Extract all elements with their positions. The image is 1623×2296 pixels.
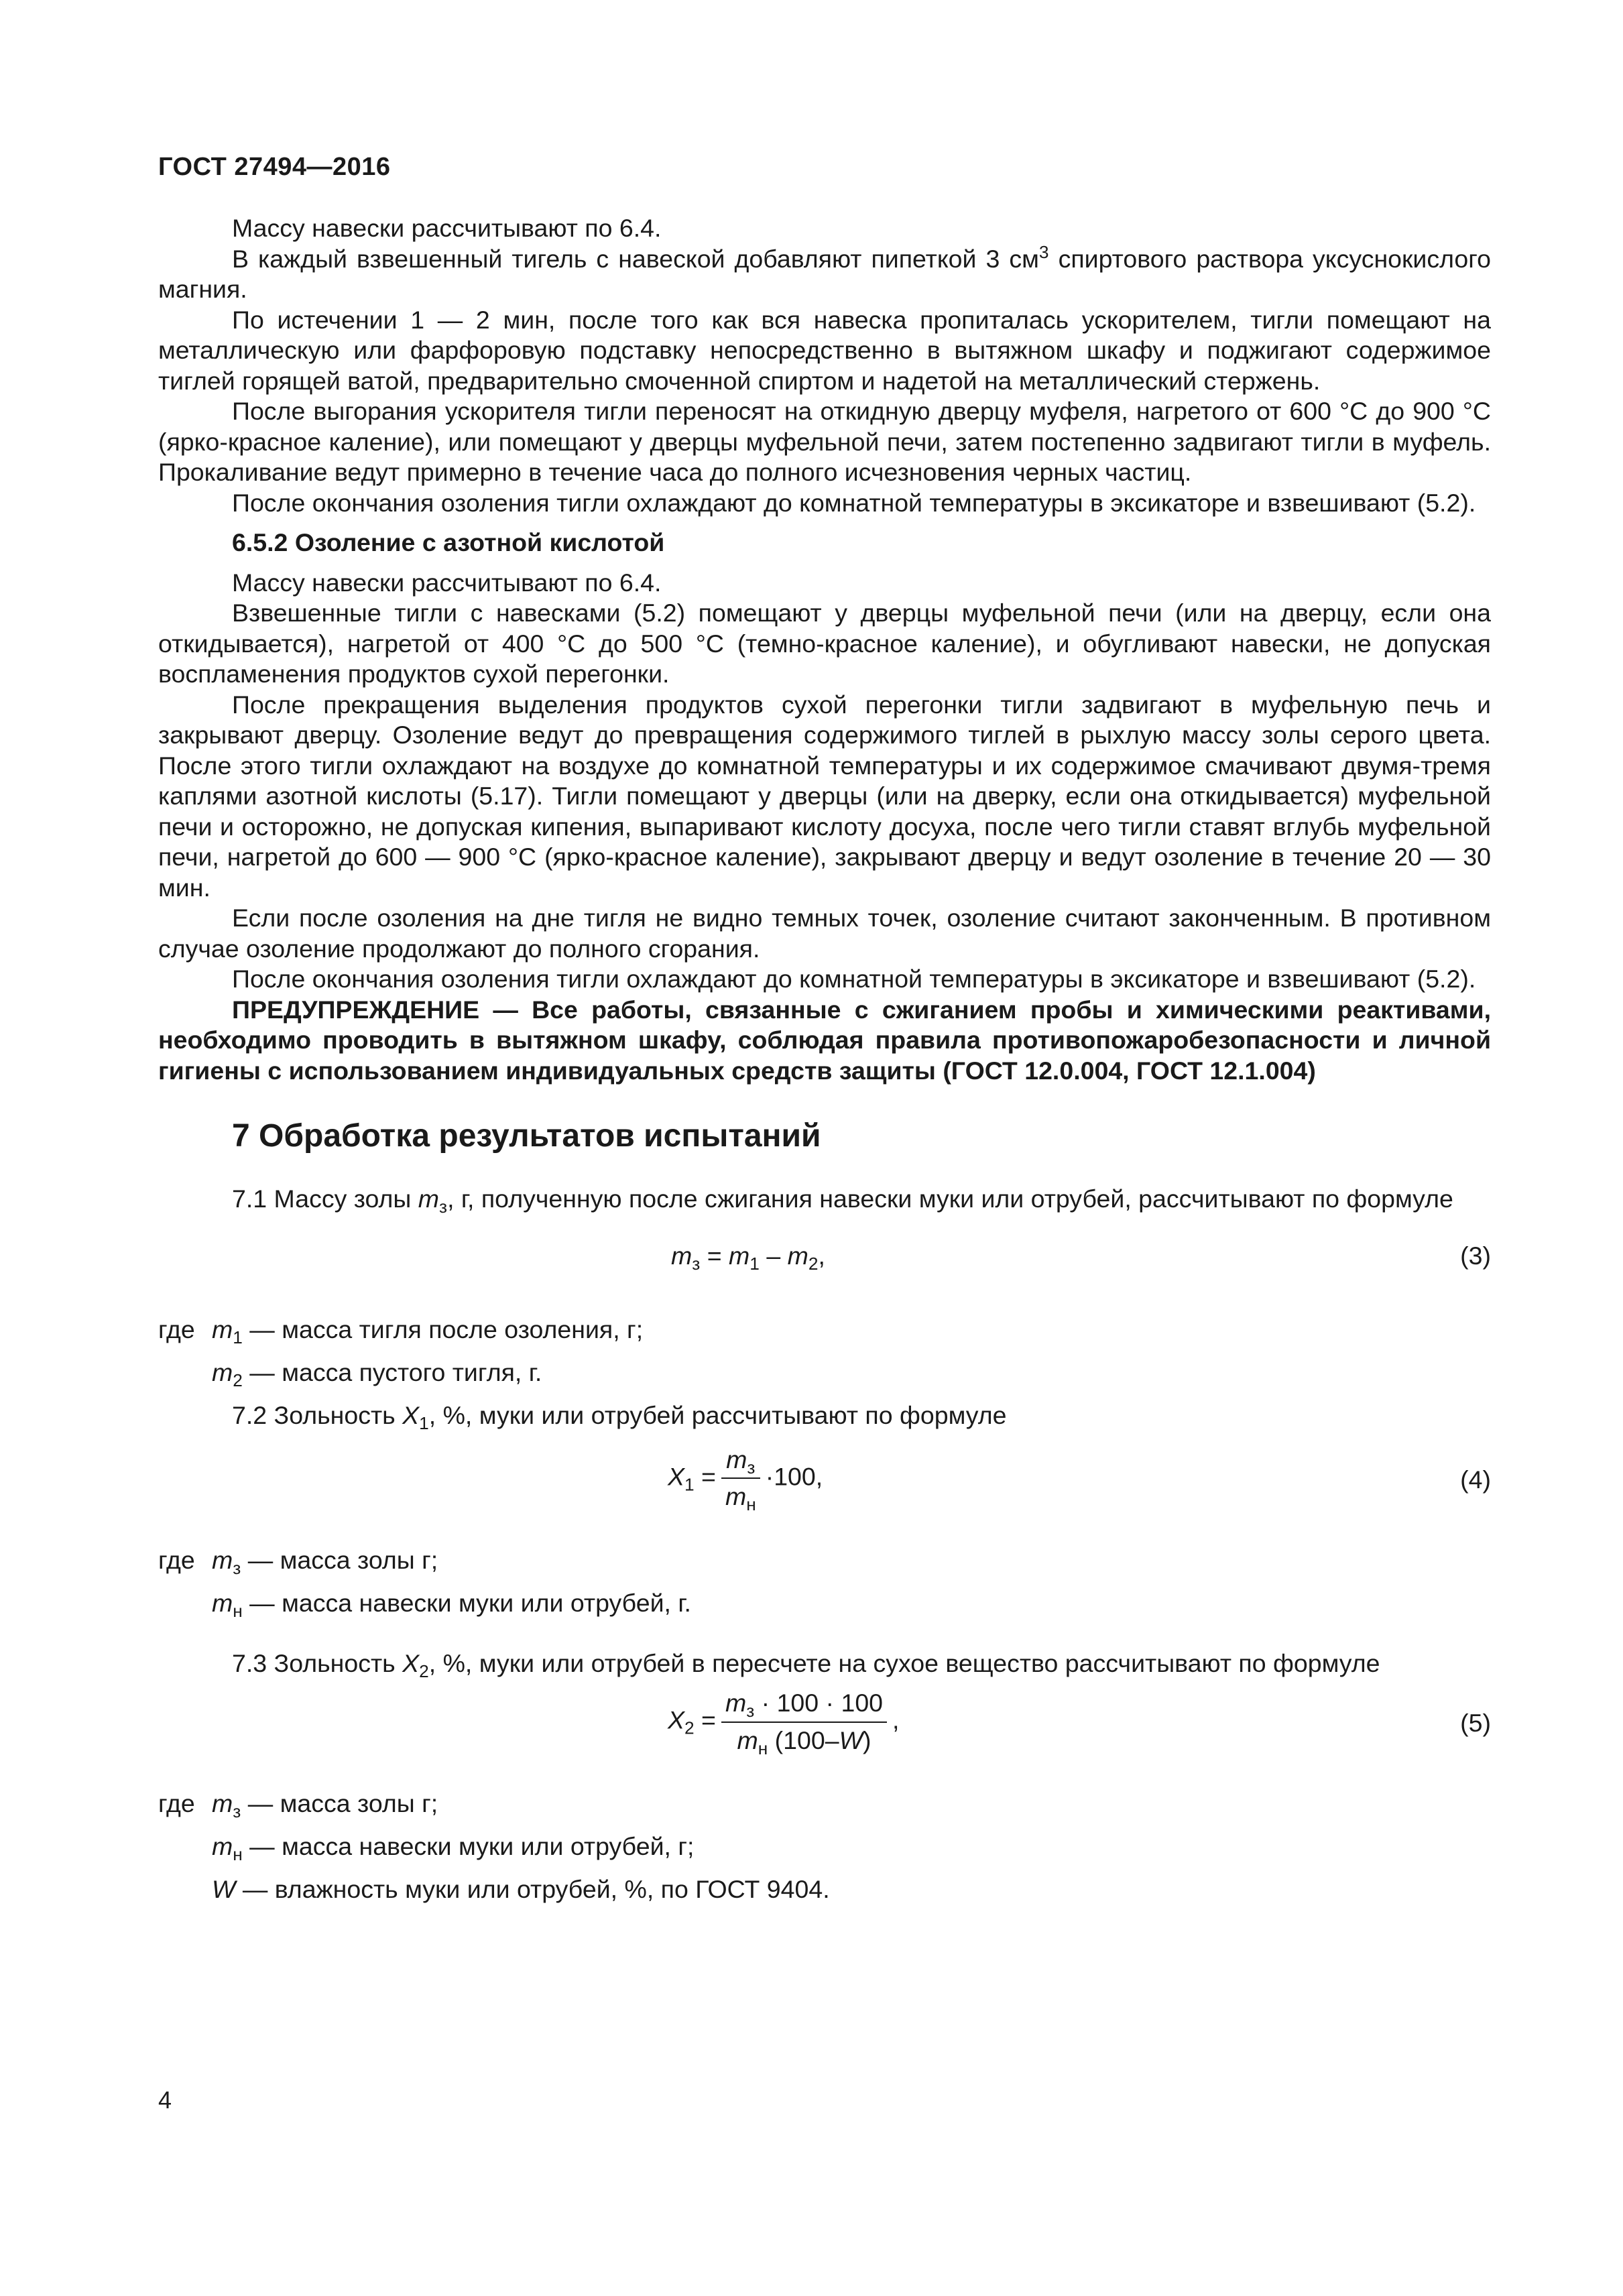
document-body [158, 213, 1491, 1911]
text: 7.3 Зольность [232, 1648, 396, 1677]
formula-expression: $m_з = m_1 - m_2$, [671, 1242, 825, 1274]
paragraph: После окончания озоления тигли охлаждают до комнатной температуры в эксикаторе и взвешивают (5.2). [232, 488, 1476, 517]
text: 7.2 Зольность [232, 1401, 396, 1429]
formula-5 [158, 1688, 1491, 1762]
subsection-title: 6.5.2 Озоление с азотной кислотой [232, 528, 665, 556]
where-line: где $m_з$ — масса золы г; [158, 1538, 1491, 1581]
paragraph: Если после озоления на дне тигля не видно темных точек, озоление считают законченным. В противном случае озоление продолжают до полного сгорания. [158, 904, 1491, 963]
text: — влажность муки или отрубей, %, по ГОСТ 9404. [242, 1875, 830, 1903]
text: — масса золы г; [247, 1789, 438, 1817]
formula-expression: $X_1$ = $\frac{m_з}{m_н}$ ·100, [668, 1445, 823, 1514]
formula-number: (3) [1460, 1242, 1491, 1270]
where-line: где $m_з$ — масса золы г; [158, 1782, 1491, 1825]
text: , %, муки или отрубей в пересчете на сухое вещество рассчитывают по формуле [428, 1648, 1380, 1677]
text: спиртового раствора уксуснокислого магния. [158, 244, 1492, 303]
where-line: $m_2$ — масса пустого тигля, г. [212, 1358, 542, 1390]
formula-number: (4) [1460, 1465, 1491, 1494]
formula-3 [158, 1241, 1491, 1284]
formula-4 [158, 1445, 1491, 1518]
section-title: 7 Обработка результатов испытаний [232, 1118, 821, 1154]
text: В каждый взвешенный тигель с навеской добавляют пипеткой 3 см [232, 244, 1039, 273]
paragraph: 7.2 Зольность $X_1$, %, муки или отрубей рассчитывают по формуле [232, 1401, 1007, 1433]
text: где [158, 1789, 195, 1817]
paragraph: После выгорания ускорителя тигли переносят на откидную дверцу муфеля, нагретого от 600 °С до 900 °С (ярко-красное каление), или помещают у дверцы муфельной печи, затем постепенно задвигают тигли в муфель. Прокаливание ведут примерно в течение часа до полного исчезновения черных частиц. [158, 397, 1491, 486]
paragraph: По истечении 1 — 2 мин, после того как вся навеска пропиталась ускорителем, тигли помещают на металлическую или фарфоровую подставку непосредственно в вытяжном шкафу и поджигают содержимое тиглей горящей ватой, предварительно смоченной спиртом и надетой на металлический стержень. [158, 305, 1491, 395]
paragraph: 7.3 Зольность $X_2$, %, муки или отрубей в пересчете на сухое вещество рассчитывают по формуле [232, 1648, 1380, 1681]
where-line: W — влажность муки или отрубей, %, по ГОСТ 9404. [212, 1875, 830, 1903]
text: , г, полученную после сжигания навески муки или отрубей, рассчитывают по формуле [447, 1184, 1453, 1213]
text: — масса навески муки или отрубей, г; [249, 1832, 695, 1860]
text: 7.1 Массу золы [232, 1184, 412, 1213]
formula-expression: $X_2$ = $\frac{m_з \cdot 100 \cdot 100}{m_н (100-W)}$ , [668, 1689, 900, 1758]
text: — масса золы г; [247, 1545, 438, 1574]
paragraph: После окончания озоления тигли охлаждают до комнатной температуры в эксикаторе и взвешивают (5.2). [232, 965, 1476, 993]
document-header: ГОСТ 27494—2016 [158, 153, 391, 181]
formula-number: (5) [1460, 1709, 1491, 1737]
paragraph: В каждый взвешенный тигель с навеской добавляют пипеткой 3 $см^3$ спиртового раствора уксуснокислого магния. [158, 241, 1492, 303]
text: где [158, 1545, 195, 1574]
paragraph: Массу навески рассчитывают по 6.4. [232, 568, 662, 597]
where-line: $m_н$ — масса навески муки или отрубей, г; [212, 1832, 695, 1864]
paragraph: Взвешенные тигли с навесками (5.2) помещают у дверцы муфельной печи (или на дверцу, если она откидывается), нагретой от 400 °С до 500 °С (темно-красное каление), и обугливают навески, не допуская воспламенения продуктов сухой перегонки. [158, 599, 1491, 688]
where-line: $m_н$ — масса навески муки или отрубей, г. [212, 1588, 691, 1621]
text: — масса навески муки или отрубей, г. [249, 1588, 691, 1617]
page-number: 4 [158, 2086, 172, 2114]
text: где [158, 1315, 195, 1343]
paragraph: После прекращения выделения продуктов сухой перегонки тигли задвигают в муфельную печь и закрывают дверцу. Озоление ведут до превращения содержимого тиглей в рыхлую массу золы серого цвета. После этого тигли охлаждают на воздухе до комнатной температуры и их содержимое смачивают двумя-тремя каплями азотной кислоты (5.17). Тигли помещают у дверцы (или на дверку, если она откидывается) муфельной печи и осторожно, не допуская кипения, выпаривают кислоту досуха, после чего тигли ставят вглубь муфельной печи, нагретой до 600 — 900 °С (ярко-красное каление), закрывают дверцу и ведут озоление в течение 20 — 30 мин. [158, 690, 1491, 902]
text: — масса пустого тигля, г. [249, 1358, 542, 1386]
text: — масса тигля после озоления, г; [249, 1315, 644, 1343]
where-line: где $m_1$ — масса тигля после озоления, г; [158, 1308, 1491, 1351]
paragraph: 7.1 Массу золы $m_з$, г, полученную после сжигания навески муки или отрубей, рассчитывают по формуле [232, 1184, 1453, 1217]
paragraph: Массу навески рассчитывают по 6.4. [232, 214, 662, 242]
text: , %, муки или отрубей рассчитывают по формуле [428, 1401, 1007, 1429]
warning-text: ПРЕДУПРЕЖДЕНИЕ — Все работы, связанные с сжиганием пробы и химическими реактивами, необходимо проводить в вытяжном шкафу, соблюдая правила противопожаробезопасности и личной гигиены с использованием индивидуальных средств защиты (ГОСТ 12.0.004, ГОСТ 12.1.004) [158, 995, 1491, 1085]
